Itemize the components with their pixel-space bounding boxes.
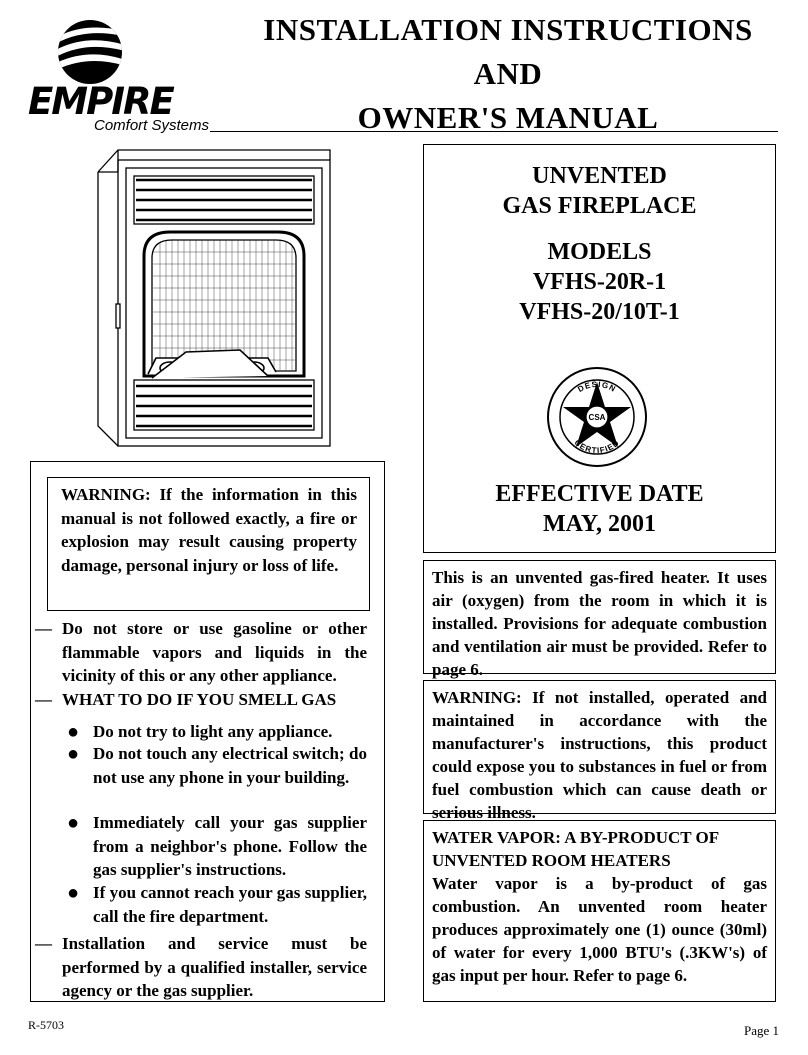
product-info-box xyxy=(423,144,776,553)
warning-item-gasoline xyxy=(31,617,386,689)
warning-item-text: Installation and service must be performed by a qualified installer, service agency or the gas supplier. xyxy=(62,934,367,1000)
fireplace-illustration xyxy=(90,146,340,454)
title-rule xyxy=(210,131,778,132)
effective-date-value: MAY, 2001 xyxy=(543,511,656,537)
gas-step-1: Do not try to light any appliance. xyxy=(93,722,333,741)
document-title xyxy=(232,8,784,140)
dash-marker: — xyxy=(35,934,52,953)
empire-logo xyxy=(28,18,218,136)
bullet-icon: ● xyxy=(67,882,80,904)
title-line-1: INSTALLATION INSTRUCTIONS xyxy=(263,12,753,47)
star-seal-icon xyxy=(545,365,649,469)
seal-center-text: CSA xyxy=(588,413,606,422)
title-line-3: OWNER'S MANUAL xyxy=(357,100,659,135)
gas-step-3: Immediately call your gas supplier from a neighbor's phone. Follow the gas supplier's instructions. xyxy=(93,813,367,879)
page-number: Page 1 xyxy=(744,1023,780,1038)
brand-name: EMPIRE xyxy=(28,80,173,123)
brand-tagline: Comfort Systems xyxy=(94,117,210,134)
gas-step-2: Do not touch any electrical switch; do not use any phone in your building. xyxy=(93,744,367,787)
model-number-1: VFHS-20R-1 xyxy=(532,269,667,295)
water-vapor-heading-1: WATER VAPOR: A BY-PRODUCT OF xyxy=(432,828,720,847)
product-type-line2: GAS FIREPLACE xyxy=(502,193,697,219)
smell-gas-heading: WHAT TO DO IF YOU SMELL GAS xyxy=(62,690,337,709)
effective-date-label: EFFECTIVE DATE xyxy=(495,481,704,507)
bullet-icon: ● xyxy=(67,721,80,743)
seal-top-text: DESIGN xyxy=(576,379,618,395)
models-heading: MODELS xyxy=(547,239,652,265)
warning-item-text: Do not store or use gasoline or other flammable vapors and liquids in the vicinity of this or any other appliance. xyxy=(62,619,367,685)
unvented-heater-notice: This is an unvented gas-fired heater. It uses air (oxygen) from the room in which it is installed. Provisions for adequate combustion and ventilation air must be provided. Refer to page 6. xyxy=(423,560,776,674)
seal-bottom-text: CERTIFIED xyxy=(572,438,622,456)
substance-exposure-warning: WARNING: If not installed, operated and maintained in accordance with the manufacturer's instructions, this product could expose you to substances in fuel or from fuel combustion which can cause death or serious illness. xyxy=(423,680,776,814)
document-code: R-5703 xyxy=(28,1018,64,1032)
dash-marker: — xyxy=(35,619,52,638)
gas-safety-warning-box xyxy=(30,461,385,1002)
dash-marker: — xyxy=(35,690,52,709)
title-line-2: AND xyxy=(473,56,543,91)
bullet-icon: ● xyxy=(67,743,80,765)
bullet-icon: ● xyxy=(67,812,80,834)
product-type-line1: UNVENTED xyxy=(532,163,667,189)
design-certified-seal xyxy=(545,365,649,469)
svg-text:CERTIFIED xyxy=(573,438,622,455)
gas-step-4: If you cannot reach your gas supplier, call the fire department. xyxy=(93,883,367,926)
water-vapor-heading-2: UNVENTED ROOM HEATERS xyxy=(432,851,671,870)
water-vapor-body: Water vapor is a by-product of gas combustion. An unvented room heater produces approximately one (1) ounce (30ml) of water for every 1,000 BTU's (.3KW's) of gas input per hour. Refer to page 6. xyxy=(432,874,767,985)
fire-explosion-warning: WARNING: If the information in this manual is not followed exactly, a fire or explosion may result causing property damage, personal injury or loss of life. xyxy=(47,477,370,611)
model-number-2: VFHS-20/10T-1 xyxy=(519,299,680,325)
warning-item-smell-gas xyxy=(31,688,386,712)
water-vapor-notice xyxy=(423,820,776,1002)
warning-item-installation xyxy=(31,932,386,1004)
